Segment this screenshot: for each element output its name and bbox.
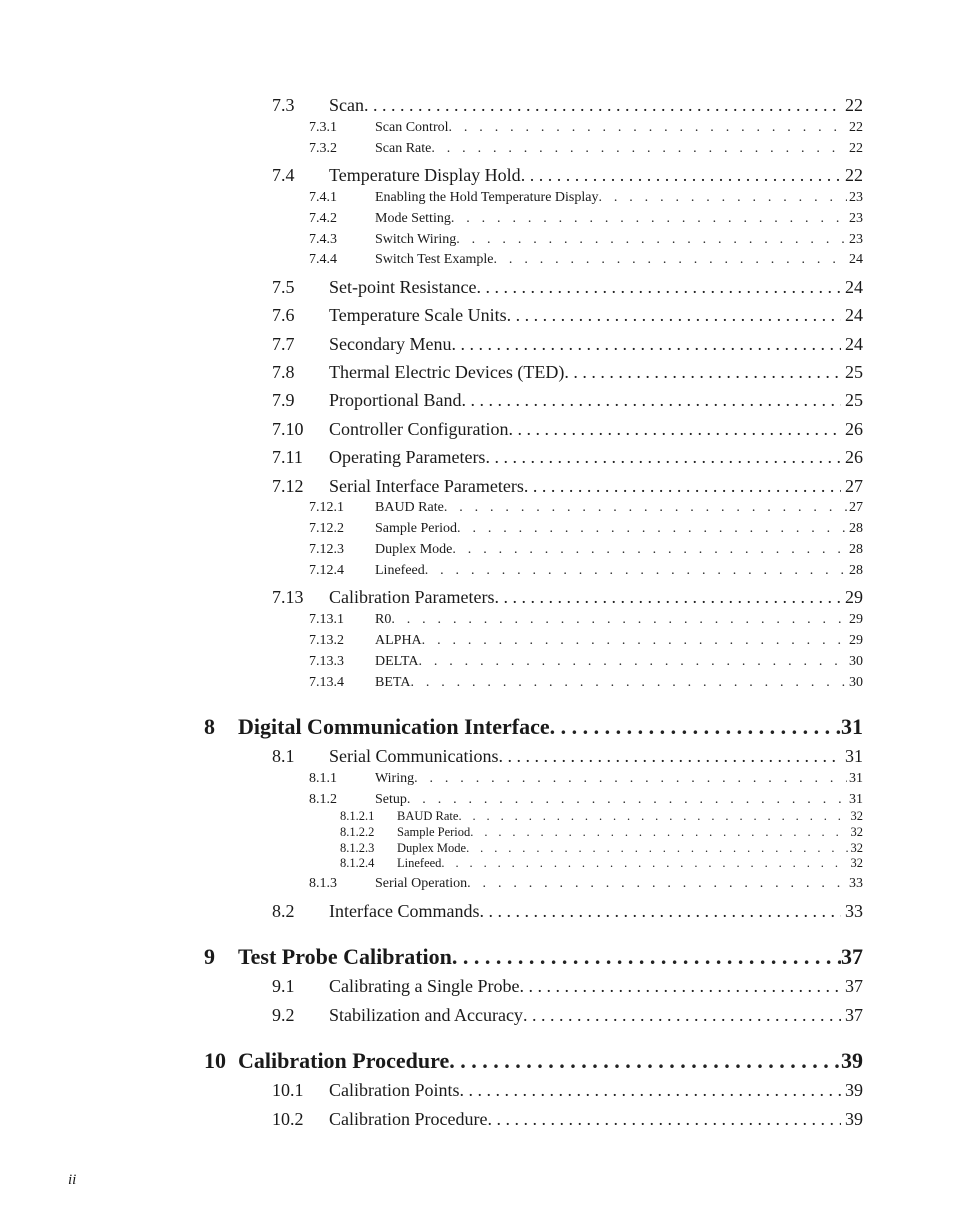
section-title: Serial Communications: [329, 746, 499, 766]
toc-entry[interactable]: [309, 542, 863, 558]
dot-leader: [449, 1048, 841, 1074]
section-number: 8.1.2.4: [340, 856, 375, 870]
section-title: Temperature Display Hold: [329, 165, 521, 185]
page-number: 22: [845, 95, 863, 115]
dot-leader: [470, 825, 848, 840]
page-number: 31: [849, 771, 863, 786]
section-number: 7.4.1: [309, 190, 337, 205]
page-number: 39: [845, 1080, 863, 1100]
page-number: 37: [841, 944, 863, 969]
chapter-title: Digital Communication Interface: [238, 714, 550, 739]
section-title: Calibrating a Single Probe: [329, 976, 520, 996]
section-number: 9.2: [272, 1005, 295, 1025]
dot-leader: [550, 714, 841, 740]
page-number: 26: [845, 419, 863, 439]
page-number: 24: [849, 252, 863, 267]
toc-entry[interactable]: [272, 362, 863, 383]
toc-entry[interactable]: [309, 792, 863, 808]
section-number: 8.1.2.1: [340, 809, 375, 823]
dot-leader: [452, 944, 841, 970]
section-title: ALPHA: [375, 633, 422, 648]
section-title: Controller Configuration: [329, 419, 509, 439]
dot-leader: [444, 500, 847, 516]
section-title: Stabilization and Accuracy: [329, 1005, 523, 1025]
toc-entry[interactable]: [272, 976, 863, 997]
section-number: 8.1: [272, 746, 295, 766]
page-number: 22: [849, 120, 863, 135]
section-title: Sample Period: [375, 521, 458, 536]
section-number: 7.13.4: [309, 675, 344, 690]
section-title: Operating Parameters: [329, 447, 486, 467]
toc-entry[interactable]: [309, 771, 863, 787]
toc-entry[interactable]: [340, 841, 863, 856]
section-title: Switch Wiring: [375, 232, 457, 247]
toc-entry[interactable]: [309, 876, 863, 892]
page-number: 25: [845, 362, 863, 382]
dot-leader: [451, 211, 847, 227]
section-title: Set-point Resistance: [329, 277, 477, 297]
section-title: Serial Operation: [375, 876, 468, 891]
toc-entry[interactable]: [272, 334, 863, 355]
section-number: 10.1: [272, 1080, 304, 1100]
section-title: Duplex Mode: [375, 542, 453, 557]
page-number: 28: [849, 563, 863, 578]
dot-leader: [508, 419, 841, 440]
section-number: 7.4: [272, 165, 295, 185]
dot-leader: [494, 252, 847, 268]
page-number: 22: [845, 165, 863, 185]
dot-leader: [449, 120, 848, 136]
dot-leader: [519, 976, 841, 997]
toc-entry[interactable]: [272, 1109, 863, 1130]
toc-entry[interactable]: [340, 856, 863, 871]
section-number: 7.12.1: [309, 500, 344, 515]
section-title: Wiring: [375, 771, 415, 786]
page-number: 33: [845, 901, 863, 921]
page-number: 33: [849, 876, 863, 891]
section-number: 8.1.1: [309, 771, 337, 786]
toc-entry[interactable]: [272, 746, 863, 767]
page-number: 30: [849, 675, 863, 690]
section-title: Duplex Mode: [397, 841, 467, 855]
toc-entry[interactable]: [309, 211, 863, 227]
page-number: 27: [849, 500, 863, 515]
dot-leader: [507, 305, 841, 326]
section-number: 7.4.4: [309, 252, 337, 267]
section-title: Sample Period: [397, 825, 471, 839]
page-number: 24: [845, 334, 863, 354]
section-number: 7.3: [272, 95, 295, 115]
toc-entry[interactable]: [309, 612, 863, 628]
dot-leader: [462, 390, 842, 411]
section-title: Calibration Parameters: [329, 587, 495, 607]
page-number: 32: [850, 856, 863, 870]
chapter-number: 10: [204, 1048, 226, 1073]
dot-leader: [564, 362, 841, 383]
dot-leader: [451, 334, 841, 355]
section-title: Thermal Electric Devices (TED): [329, 362, 565, 382]
dot-leader: [467, 876, 847, 892]
dot-leader: [498, 746, 841, 767]
page-number: 32: [850, 841, 863, 855]
section-title: Scan Control: [375, 120, 449, 135]
section-number: 8.1.2.3: [340, 841, 375, 855]
toc-entry[interactable]: [272, 901, 863, 922]
section-title: Proportional Band: [329, 390, 462, 410]
toc-entry[interactable]: [272, 95, 863, 116]
page-number: 23: [849, 211, 863, 226]
dot-leader: [456, 232, 847, 248]
section-number: 7.13.2: [309, 633, 344, 648]
section-title: Secondary Menu: [329, 334, 452, 354]
toc-entry[interactable]: [272, 587, 863, 608]
page-number: 30: [849, 654, 863, 669]
toc-entry[interactable]: [309, 232, 863, 248]
chapter-number: 9: [204, 944, 215, 969]
dot-leader: [598, 190, 847, 206]
page-number: 28: [849, 542, 863, 557]
dot-leader: [431, 141, 847, 157]
chapter-number: 8: [204, 714, 215, 739]
dot-leader: [441, 856, 848, 871]
toc-entry[interactable]: [340, 809, 863, 824]
toc-entry[interactable]: [272, 1005, 863, 1026]
section-number: 8.1.2: [309, 792, 337, 807]
section-title: Calibration Points: [329, 1080, 460, 1100]
section-title: BAUD Rate: [397, 809, 459, 823]
dot-leader: [452, 542, 847, 558]
section-title: DELTA: [375, 654, 419, 669]
section-number: 7.12.4: [309, 563, 344, 578]
page-number: 29: [849, 612, 863, 627]
toc-entry[interactable]: [309, 120, 863, 136]
page-number: 25: [845, 390, 863, 410]
section-number: 7.12.2: [309, 521, 344, 536]
toc-entry[interactable]: [272, 476, 863, 497]
dot-leader: [391, 612, 847, 628]
section-number: 8.2: [272, 901, 295, 921]
toc-entry[interactable]: [309, 521, 863, 537]
toc-entry[interactable]: [309, 252, 863, 268]
page-number: 27: [845, 476, 863, 496]
page-number: 31: [841, 714, 863, 739]
section-number: 7.8: [272, 362, 295, 382]
section-number: 7.9: [272, 390, 295, 410]
section-title: Serial Interface Parameters: [329, 476, 524, 496]
dot-leader: [414, 771, 847, 787]
dot-leader: [494, 587, 841, 608]
page-number: 32: [850, 809, 863, 823]
chapter-title: Calibration Procedure: [238, 1048, 450, 1073]
dot-leader: [460, 1080, 842, 1101]
dot-leader: [422, 633, 847, 649]
toc-entry[interactable]: [272, 305, 863, 326]
page-footer-number: ii: [68, 1172, 77, 1188]
section-number: 7.3.2: [309, 141, 337, 156]
dot-leader: [364, 95, 841, 116]
page-number: 29: [849, 633, 863, 648]
toc-chapter[interactable]: [204, 944, 863, 970]
page-number: 32: [850, 825, 863, 839]
dot-leader: [410, 675, 847, 691]
section-title: Linefeed: [397, 856, 442, 870]
section-title: R0: [375, 612, 392, 627]
dot-leader: [425, 563, 847, 579]
page-number: 22: [849, 141, 863, 156]
section-number: 9.1: [272, 976, 295, 996]
toc-entry[interactable]: [309, 654, 863, 670]
toc-entry[interactable]: [272, 390, 863, 411]
section-number: 7.13.1: [309, 612, 344, 627]
dot-leader: [524, 476, 841, 497]
section-title: Linefeed: [375, 563, 425, 578]
dot-leader: [458, 809, 848, 824]
section-title: Mode Setting: [375, 211, 451, 226]
section-number: 7.3.1: [309, 120, 337, 135]
dot-leader: [479, 901, 841, 922]
dot-leader: [418, 654, 847, 670]
section-title: Scan Rate: [375, 141, 432, 156]
page-number: 31: [845, 746, 863, 766]
page-number: 37: [845, 976, 863, 996]
section-number: 7.13: [272, 587, 304, 607]
toc-entry[interactable]: [272, 277, 863, 298]
section-number: 7.4.3: [309, 232, 337, 247]
toc-entry[interactable]: [272, 1080, 863, 1101]
toc-entry[interactable]: [340, 825, 863, 840]
toc-entry[interactable]: [309, 190, 863, 206]
toc-chapter[interactable]: [204, 1048, 863, 1074]
section-number: 7.6: [272, 305, 295, 325]
page-number: 26: [845, 447, 863, 467]
page-number: 31: [849, 792, 863, 807]
page-number: 24: [845, 305, 863, 325]
dot-leader: [521, 165, 841, 186]
section-number: 7.7: [272, 334, 295, 354]
toc-entry[interactable]: [309, 563, 863, 579]
dot-leader: [407, 792, 847, 808]
section-title: BAUD Rate: [375, 500, 444, 515]
section-number: 10.2: [272, 1109, 304, 1129]
page-number: 24: [845, 277, 863, 297]
toc-entry[interactable]: [272, 447, 863, 468]
section-title: Setup: [375, 792, 407, 807]
section-number: 7.13.3: [309, 654, 344, 669]
section-number: 8.1.3: [309, 876, 337, 891]
toc-entry[interactable]: [309, 675, 863, 691]
section-number: 7.12.3: [309, 542, 344, 557]
page-number: 39: [841, 1048, 863, 1073]
page-number: 37: [845, 1005, 863, 1025]
toc-entry[interactable]: [272, 419, 863, 440]
section-title: Scan: [329, 95, 364, 115]
section-number: 8.1.2.2: [340, 825, 375, 839]
dot-leader: [523, 1005, 841, 1026]
toc-entry[interactable]: [309, 633, 863, 649]
toc-entry[interactable]: [309, 500, 863, 516]
page-number: 23: [849, 190, 863, 205]
toc-entry[interactable]: [272, 165, 863, 186]
page-number: 39: [845, 1109, 863, 1129]
dot-leader: [457, 521, 847, 537]
page-number: 23: [849, 232, 863, 247]
dot-leader: [487, 1109, 841, 1130]
section-title: Switch Test Example: [375, 252, 494, 267]
page-number: 28: [849, 521, 863, 536]
section-number: 7.5: [272, 277, 295, 297]
chapter-title: Test Probe Calibration: [238, 944, 452, 969]
dot-leader: [466, 841, 848, 856]
toc-entry[interactable]: [309, 141, 863, 157]
dot-leader: [485, 447, 841, 468]
section-title: Calibration Procedure: [329, 1109, 488, 1129]
toc-chapter[interactable]: [204, 714, 863, 740]
section-title: Enabling the Hold Temperature Display: [375, 190, 599, 205]
page-number: 29: [845, 587, 863, 607]
section-number: 7.12: [272, 476, 304, 496]
section-title: BETA: [375, 675, 411, 690]
section-title: Temperature Scale Units: [329, 305, 507, 325]
section-number: 7.10: [272, 419, 304, 439]
section-number: 7.11: [272, 447, 303, 467]
dot-leader: [476, 277, 841, 298]
section-title: Interface Commands: [329, 901, 480, 921]
section-number: 7.4.2: [309, 211, 337, 226]
